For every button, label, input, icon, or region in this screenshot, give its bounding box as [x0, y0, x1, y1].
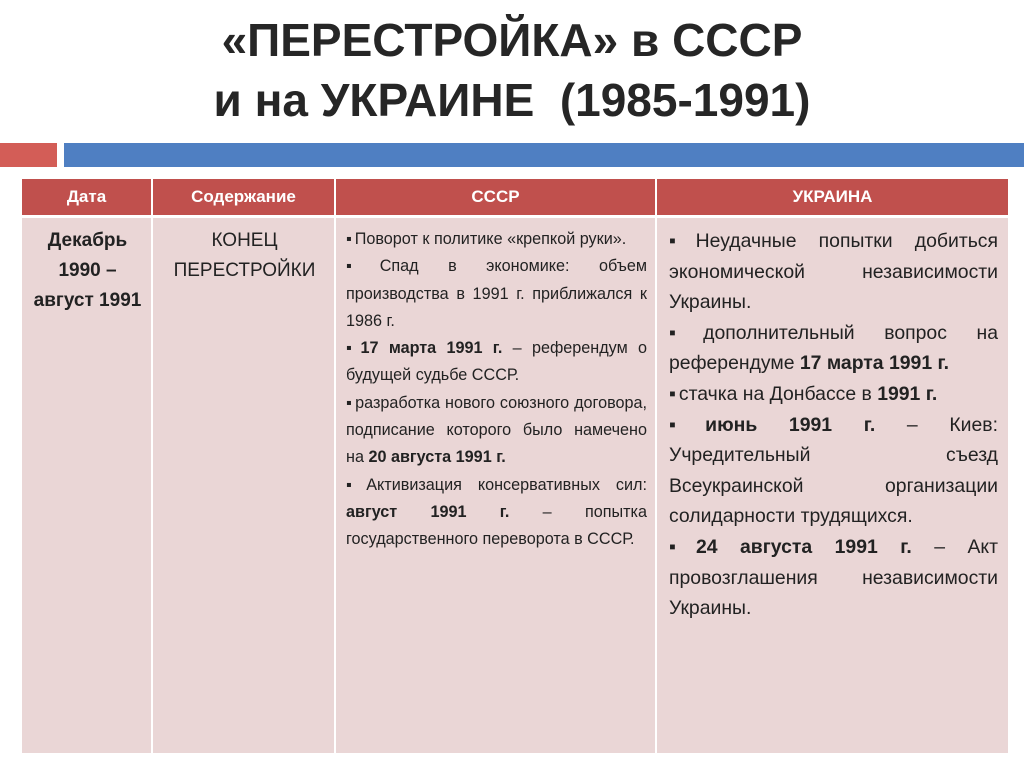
list-item [669, 226, 998, 318]
bold-text: 17 марта 1991 г. [360, 339, 503, 358]
title-line-2: и на УКРАИНЕ (1985-1991) [213, 74, 811, 126]
list-item [346, 226, 647, 253]
text: – попытка государственного переворота в СССР. [346, 502, 647, 549]
text: разработка нового союзного договора, подписание которого было намечено на [346, 393, 647, 467]
list-item [346, 472, 647, 554]
text: Неудачные попытки добиться экономической независимости Украины. [669, 230, 998, 314]
content-text: КОНЕЦ ПЕРЕСТРОЙКИ [173, 230, 316, 281]
bold-text: 20 августа 1991 г. [368, 448, 506, 467]
text: Активизация консервативных сил: [366, 475, 647, 494]
text: – референдум о будущей судьбе СССР. [346, 339, 647, 385]
decor-stripe-blue [64, 143, 1024, 167]
cell-date [22, 217, 152, 754]
bold-text: август 1991 г. [346, 502, 510, 521]
bold-text: 24 августа 1991 г. [695, 535, 912, 558]
events-table [22, 179, 1008, 753]
text: – Акт провозглашения независимости Украины. [669, 535, 999, 620]
date-text: Декабрь 1990 – август 1991 [33, 230, 142, 311]
header-content: Содержание [152, 179, 335, 217]
text: стачка на Донбассе в [678, 382, 878, 405]
list-item [346, 390, 647, 472]
text: дополнительный вопрос на референдуме [669, 321, 999, 375]
ukraine-events-list [669, 226, 998, 624]
bold-text: 1991 г. [877, 382, 938, 405]
header-ukraine: УКРАИНА [656, 179, 1008, 217]
text: Поворот к политике «крепкой руки». [354, 230, 627, 248]
text: Спад в экономике: объем производства в 1991 г. приближался к 1986 г. [346, 257, 647, 330]
text: – Киев: Учредительный съезд Всеукраинской организации солидарности трудящихся. [669, 413, 998, 528]
bold-text: 17 марта 1991 г. [799, 352, 950, 375]
header-ussr: СССР [335, 179, 656, 217]
table-row [22, 217, 1008, 754]
list-item [669, 410, 998, 532]
ussr-events-list [346, 226, 647, 554]
list-item [669, 318, 998, 379]
cell-content [152, 217, 335, 754]
cell-ukraine [656, 217, 1008, 754]
slide-title [0, 10, 1024, 130]
cell-ussr [335, 217, 656, 754]
list-item [346, 253, 647, 335]
table-header-row [22, 179, 1008, 217]
decor-stripe-red [0, 143, 57, 167]
list-item [669, 379, 998, 410]
header-date: Дата [22, 179, 152, 217]
list-item [669, 532, 998, 624]
bold-text: июнь 1991 г. [705, 413, 876, 436]
list-item [346, 335, 647, 390]
title-line-1: «ПЕРЕСТРОЙКА» в СССР [221, 14, 803, 66]
